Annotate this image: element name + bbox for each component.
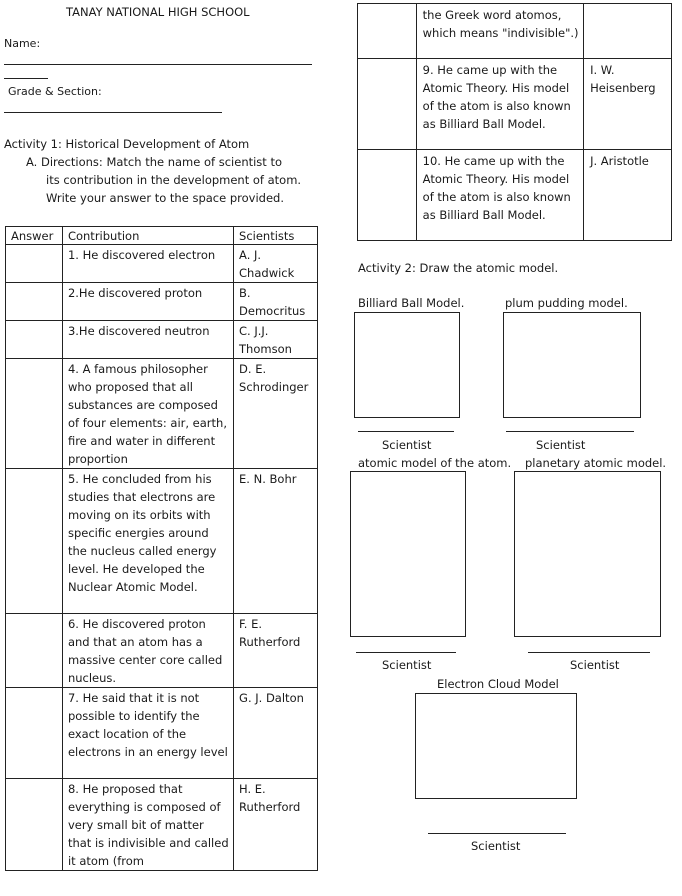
model-label-planetary: planetary atomic model.: [525, 456, 667, 470]
contribution-cell: 9. He came up with the Atomic Theory. His model of the atom is also known as Billiard Ball Model.: [416, 59, 583, 150]
scientist-line-billiard-ball[interactable]: [358, 431, 454, 432]
answer-cell[interactable]: [6, 245, 63, 283]
scientist-cell: G. J. Dalton: [234, 688, 318, 779]
scientist-caption-planetary: Scientist: [570, 658, 620, 672]
scientist-cell: I. W. Heisenberg: [584, 59, 672, 150]
table-row: [6, 469, 318, 614]
table-row: [6, 779, 318, 871]
scientist-cell: C. J.J. Thomson: [234, 321, 318, 359]
scientist-cell: D. E. Schrodinger: [234, 359, 318, 469]
model-label-electron-cloud: Electron Cloud Model: [437, 677, 559, 691]
drawing-box-billiard-ball[interactable]: [354, 312, 460, 418]
scientist-cell: B. Democritus: [234, 283, 318, 321]
answer-cell[interactable]: [6, 469, 63, 614]
scientist-cell: F. E. Rutherford: [234, 614, 318, 688]
table-row: [358, 150, 672, 241]
model-label-billiard-ball: Billiard Ball Model.: [358, 296, 465, 310]
column-header-scientists: Scientists: [234, 227, 318, 245]
continuation-table: [357, 3, 672, 241]
name-field-line-2[interactable]: [4, 78, 48, 79]
contribution-cell: 1. He discovered electron: [62, 245, 233, 283]
table-row: [6, 688, 318, 779]
table-row: [358, 59, 672, 150]
table-row: [6, 245, 318, 283]
activity2-title: Activity 2: Draw the atomic model.: [358, 261, 559, 275]
drawing-box-electron-cloud[interactable]: [415, 693, 577, 799]
name-field-line[interactable]: [4, 64, 312, 65]
scientist-line-plum-pudding[interactable]: [506, 431, 634, 432]
answer-cell[interactable]: [6, 614, 63, 688]
table-row: [6, 359, 318, 469]
scientist-line-electron-cloud[interactable]: [428, 833, 566, 834]
contribution-cell: 6. He discovered proton and that an atom has a massive center core called nucleus.: [62, 614, 233, 688]
scientist-caption-billiard-ball: Scientist: [382, 438, 432, 452]
contribution-cell: 2.He discovered proton: [62, 283, 233, 321]
table-row: [358, 4, 672, 59]
answer-cell[interactable]: [6, 359, 63, 469]
contribution-cell: 4. A famous philosopher who proposed that all substances are composed of four elements: air, earth, fire and water in different proportion: [62, 359, 233, 469]
table-row: [6, 283, 318, 321]
answer-cell[interactable]: [6, 688, 63, 779]
contribution-cell: 5. He concluded from his studies that electrons are moving on its orbits with specific energies around the nucleus called energy level. He developed the Nuclear Atomic Model.: [62, 469, 233, 614]
matching-table: [5, 226, 318, 871]
answer-cell[interactable]: [358, 150, 417, 241]
table-row: [6, 321, 318, 359]
scientist-cell: H. E. Rutherford: [234, 779, 318, 871]
contribution-cell: 8. He proposed that everything is composed of very small bit of matter that is indivisible and called it atom (from: [62, 779, 233, 871]
column-header-answer: Answer: [6, 227, 63, 245]
drawing-box-plum-pudding[interactable]: [503, 312, 641, 418]
answer-cell[interactable]: [6, 321, 63, 359]
activity1-instruction-3: Write your answer to the space provided.: [46, 191, 284, 205]
scientist-caption-electron-cloud: Scientist: [471, 839, 521, 853]
contribution-cell: 10. He came up with the Atomic Theory. His model of the atom is also known as Billiard Ball Model.: [416, 150, 583, 241]
activity1-title: Activity 1: Historical Development of Atom: [4, 137, 250, 151]
model-label-plum-pudding: plum pudding model.: [505, 296, 628, 310]
activity1-instruction-2: its contribution in the development of atom.: [46, 173, 302, 187]
grade-section-field-line[interactable]: [4, 112, 222, 113]
contribution-cell: the Greek word atomos, which means "indivisible".): [416, 4, 583, 59]
model-label-atomic-model: atomic model of the atom.: [358, 456, 512, 470]
school-name: TANAY NATIONAL HIGH SCHOOL: [66, 5, 250, 19]
answer-cell[interactable]: [6, 283, 63, 321]
scientist-line-atomic-model[interactable]: [356, 652, 456, 653]
activity1-instruction-1: A. Directions: Match the name of scientist to: [26, 155, 283, 169]
contribution-cell: 3.He discovered neutron: [62, 321, 233, 359]
scientist-caption-atomic-model: Scientist: [382, 658, 432, 672]
grade-section-label: Grade & Section:: [8, 85, 102, 98]
scientist-cell: E. N. Bohr: [234, 469, 318, 614]
scientist-cell: A. J. Chadwick: [234, 245, 318, 283]
scientist-cell: J. Aristotle: [584, 150, 672, 241]
answer-cell[interactable]: [6, 779, 63, 871]
scientist-cell: [584, 4, 672, 59]
drawing-box-planetary[interactable]: [514, 471, 661, 637]
scientist-caption-plum-pudding: Scientist: [536, 438, 586, 452]
name-label: Name:: [4, 37, 41, 50]
table-header-row: [6, 227, 318, 245]
contribution-cell: 7. He said that it is not possible to identify the exact location of the electrons in an energy level: [62, 688, 233, 779]
table-row: [6, 614, 318, 688]
answer-cell[interactable]: [358, 59, 417, 150]
answer-cell[interactable]: [358, 4, 417, 59]
drawing-box-atomic-model[interactable]: [350, 471, 466, 637]
column-header-contribution: Contribution: [62, 227, 233, 245]
scientist-line-planetary[interactable]: [528, 652, 650, 653]
